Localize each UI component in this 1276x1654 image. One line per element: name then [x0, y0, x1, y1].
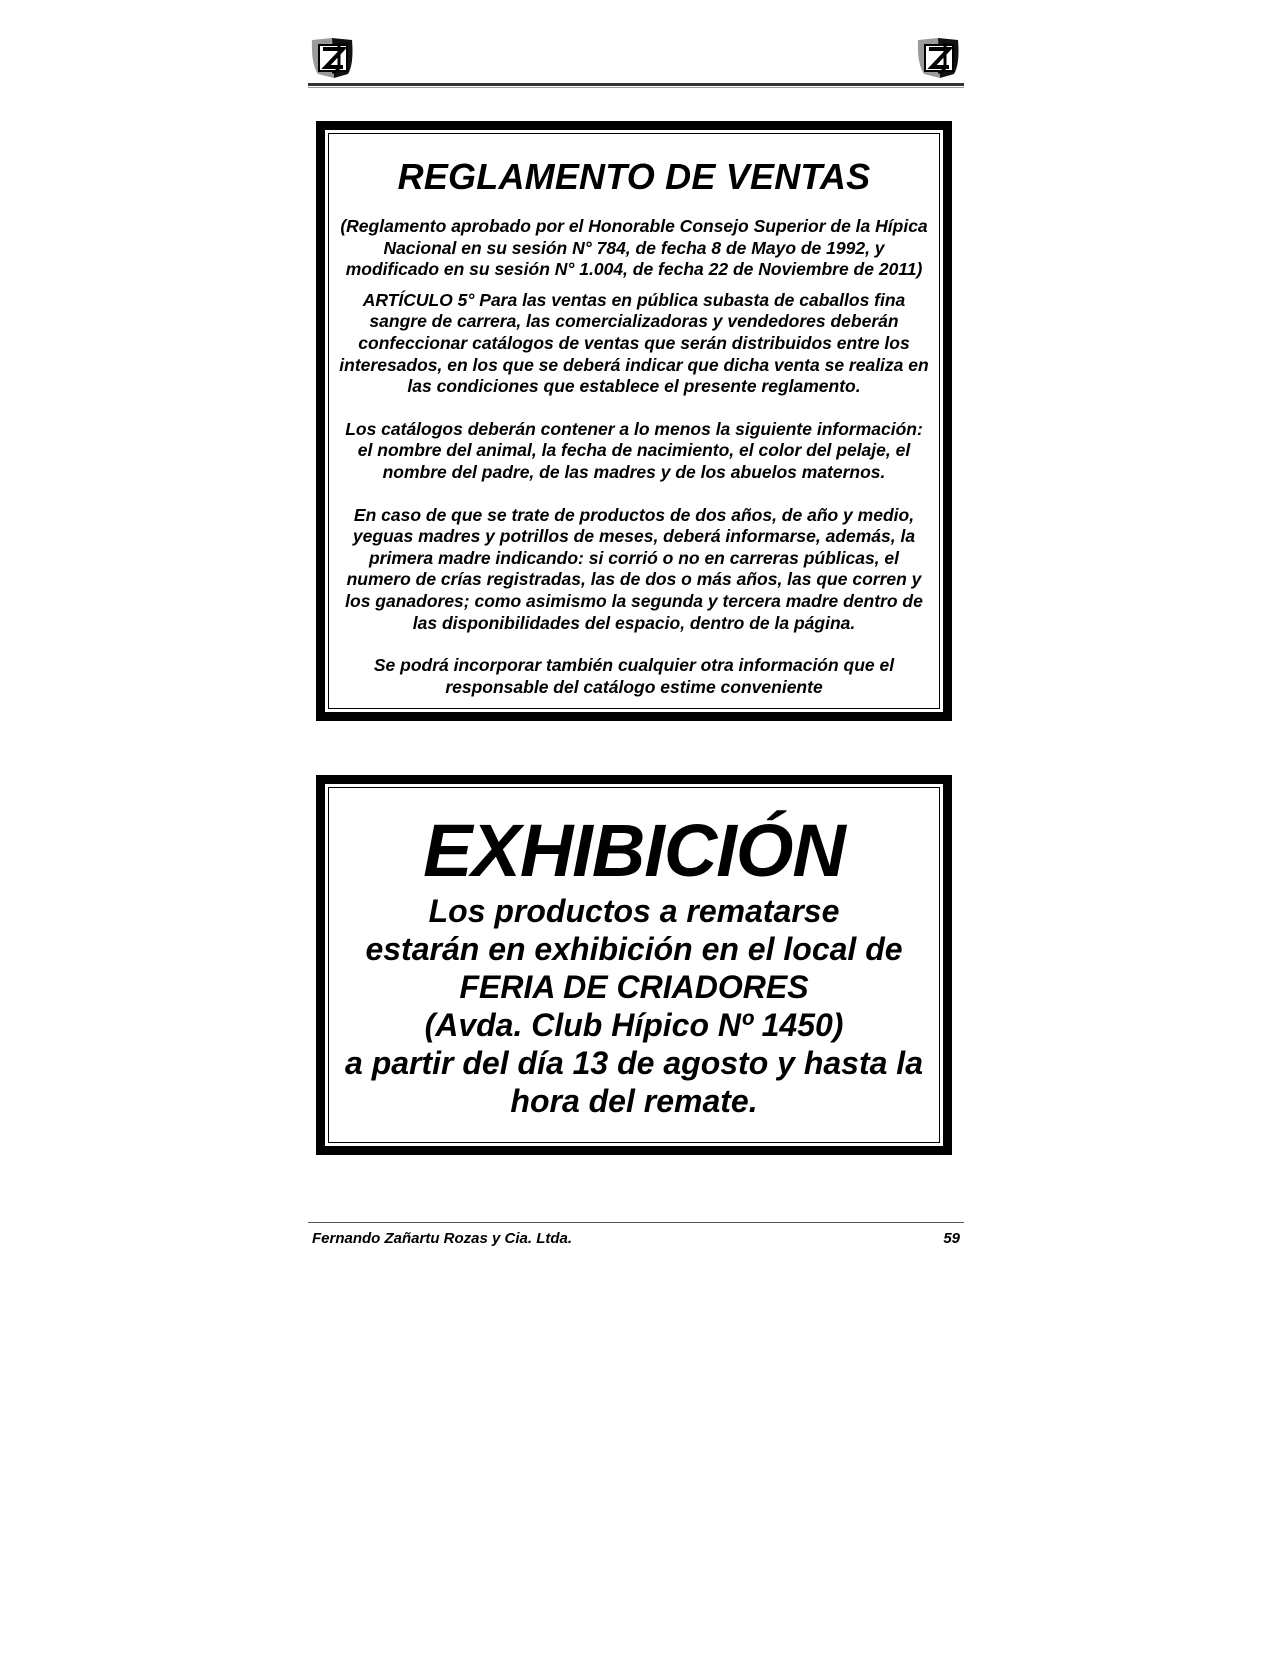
- articulo-label: ARTÍCULO 5°: [362, 289, 475, 310]
- header-rule-thin: [308, 87, 964, 88]
- exhibicion-line-3: FERIA DE CRIADORES: [459, 969, 809, 1005]
- exhibicion-line-6: hora del remate.: [510, 1083, 758, 1119]
- page-footer: [308, 1222, 964, 1253]
- fzr-monogram-logo-icon: [308, 34, 358, 82]
- exhibicion-line-1: Los productos a rematarse: [428, 893, 840, 929]
- reglamento-box: [316, 121, 952, 721]
- catalog-info-paragraph: Los catálogos deberán contener a lo menos la siguiente información: el nombre del animal, la fecha de nacimiento, el color del pelaje, el nombre del padre, de las madres y de los abuelos maternos.: [345, 418, 923, 482]
- exhibicion-title: EXHIBICIÓN: [423, 809, 845, 892]
- articulo-text: Para las ventas en pública subasta de caballos fina sangre de carrera, las comercializadoras y vendedores deberán confeccionar catálogos de ventas que serán distribuidos entre los interesados, en los que se deberá indicar que dicha venta se realiza en las condiciones que establece el presente reglamento.: [339, 289, 929, 397]
- footer-company: Fernando Zañartu Rozas y Cia. Ltda.: [312, 1230, 573, 1247]
- exhibicion-box: [316, 775, 952, 1155]
- header-rule: [308, 83, 964, 86]
- exhibicion-line-5: a partir del día 13 de agosto y hasta la: [345, 1045, 923, 1081]
- reglamento-title: REGLAMENTO DE VENTAS: [397, 156, 871, 197]
- exhibicion-line-4: (Avda. Club Hípico Nº 1450): [424, 1007, 844, 1043]
- additional-info-paragraph: Se podrá incorporar también cualquier otra información que el responsable del catálogo estime conveniente: [373, 655, 895, 697]
- exhibicion-line-2: estarán en exhibición en el local de: [365, 931, 903, 967]
- fzr-monogram-logo-icon: [914, 34, 964, 82]
- articulo-paragraph: [339, 290, 929, 398]
- page-number: 59: [943, 1230, 960, 1247]
- page-header: [308, 30, 964, 88]
- products-paragraph: En caso de que se trate de productos de dos años, de año y medio, yeguas madres y potrillos de meses, deberá informarse, además, la primera madre indicando: si corrió o no en carreras públicas, el numero de crías registradas, las de dos o más años, las que corren y los ganadores; como asimismo la segunda y tercera madre dentro de las disponibilidades del espacio, dentro de la página.: [345, 504, 923, 633]
- reglamento-subtitle: (Reglamento aprobado por el Honorable Consejo Superior de la Hípica Nacional en su sesión N° 784, de fecha 8 de Mayo de 1992, y modificado en su sesión N° 1.004, de fecha 22 de Noviembre de 2011): [340, 216, 928, 280]
